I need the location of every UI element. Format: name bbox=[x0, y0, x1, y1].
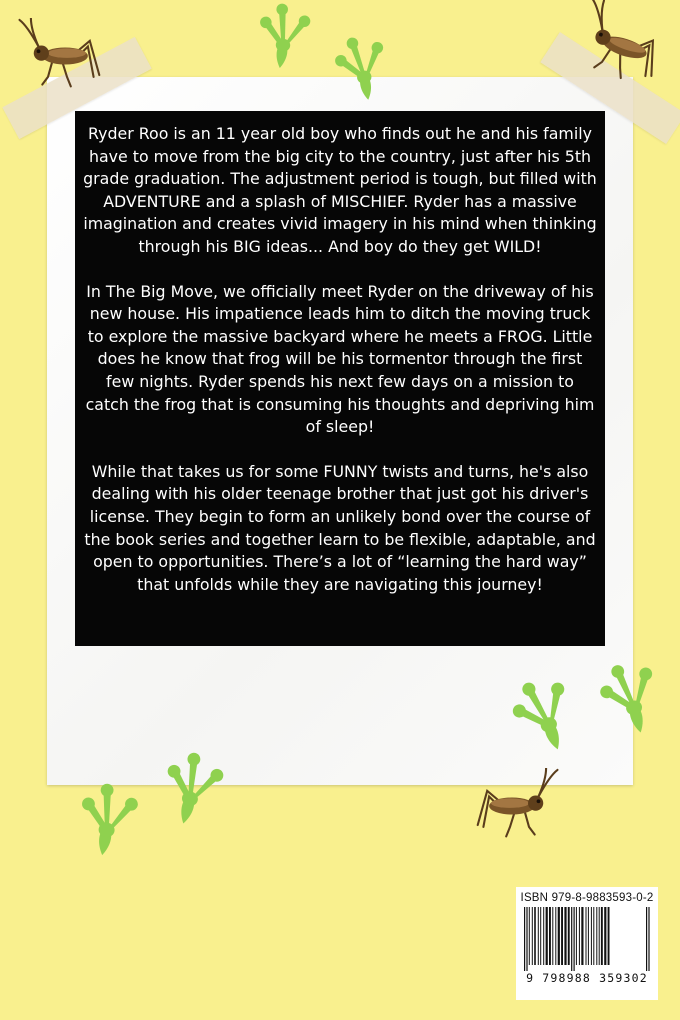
cricket-icon bbox=[10, 18, 105, 94]
barcode-icon bbox=[520, 907, 654, 971]
frog-footprint-icon bbox=[62, 776, 155, 869]
frog-footprint-icon bbox=[238, 0, 329, 79]
barcode-number: 9 798988 359302 bbox=[526, 971, 648, 985]
frog-footprint-icon bbox=[316, 27, 409, 112]
blurb-paragraph-1: Ryder Roo is an 11 year old boy who finds out he and his family have to move from the big city to the country, just after his 5th grade graduation. The adjustment period is tough, but filled with ADVENTURE and a splash of MISCHIEF. Ryder has a massive imagination and creates vivid imagery in his mind when thinking through his BIG ideas... And boy do they get WILD! bbox=[83, 124, 597, 256]
back-cover-blurb bbox=[75, 111, 605, 646]
blurb-paragraph-3: While that takes us for some FUNNY twists and turns, he's also dealing with his older teenage brother that just got his driver's license. They begin to form an unlikely bond over the course of the book series and together learn to be flexible, adaptable, and open to opportunities. There’s a lot of “learning the hard way” that unfolds while they are navigating this journey! bbox=[84, 461, 596, 594]
blurb-paragraph-2: In The Big Move, we officially meet Ryder on the driveway of his new house. His impatience leads him to ditch the moving truck to explore the massive backyard where he meets a FROG. Little does he know that frog will be his tormentor through the first few nights. Ryder spends his next few days on a mission to catch the frog that is consuming his thoughts and depriving him of sleep! bbox=[85, 281, 595, 437]
cricket-icon bbox=[472, 768, 567, 844]
isbn-label: ISBN 979-8-9883593-0-2 bbox=[520, 892, 654, 904]
isbn-barcode bbox=[516, 887, 658, 1000]
